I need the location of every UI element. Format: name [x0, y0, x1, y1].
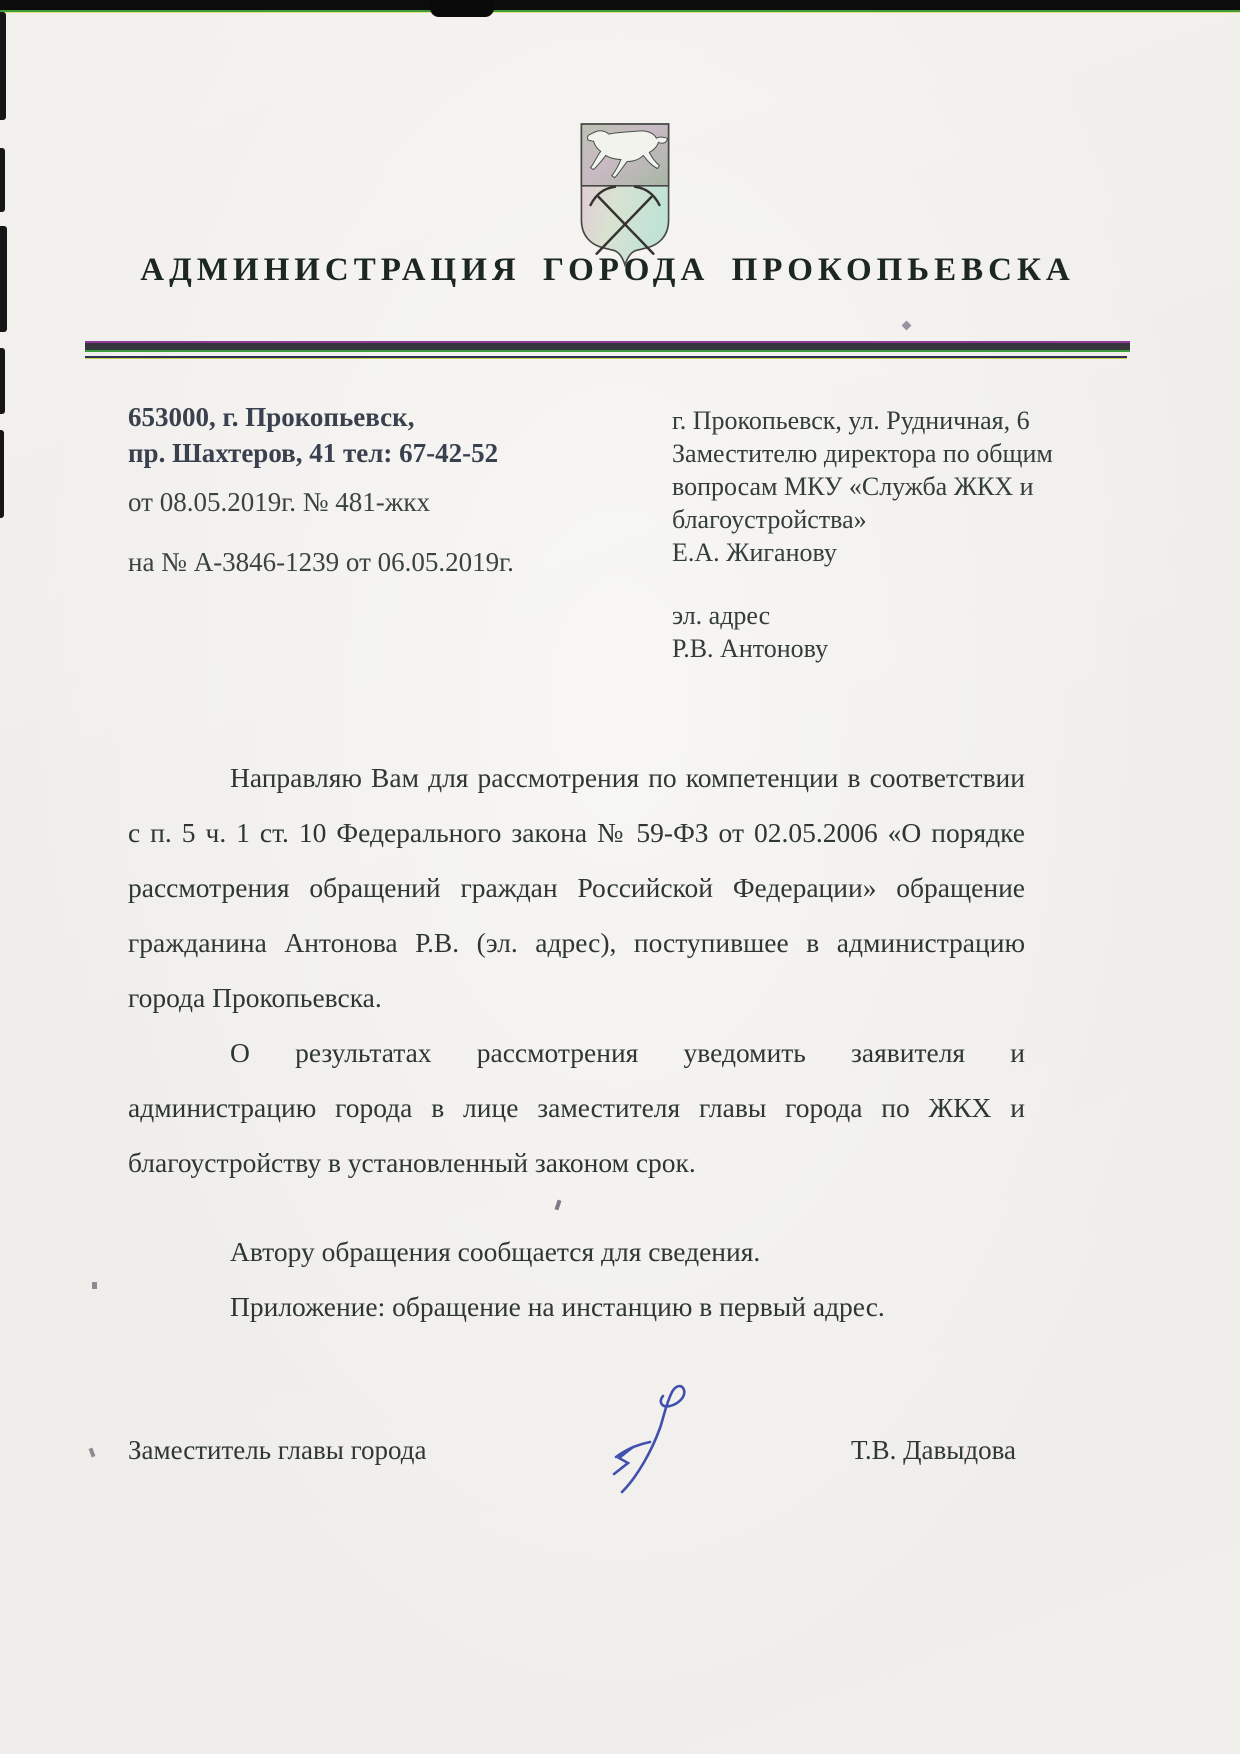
- body-paragraph-1: Направляю Вам для рассмотрения по компетенции в соответствии с п. 5 ч. 1 ст. 10 Федерального закона № 59-ФЗ от 02.05.2006 «О порядке рассмотрения обращений граждан Российской Федерации» обращение гражданина Антонова Р.В. (эл. адрес), поступившее в администрацию города Прокопьевска.: [128, 762, 1025, 1013]
- scan-top-edge-artifact: [0, 0, 1240, 10]
- letter-body: [128, 750, 1025, 1334]
- recipient-title-line: благоустройства»: [672, 505, 867, 534]
- second-addressee-name: Р.В. Антонову: [672, 634, 829, 663]
- scan-speck: [89, 1448, 96, 1458]
- body-note-2: Приложение: обращение на инстанцию в первый адрес.: [230, 1291, 885, 1322]
- scan-top-blob-artifact: [430, 0, 494, 17]
- body-note-1: Автору обращения сообщается для сведения.: [230, 1236, 761, 1267]
- body-paragraph-2: О результатах рассмотрения уведомить заявителя и администрацию города в лице заместителя главы города по ЖКХ и благоустройству в установленный законом срок.: [128, 1037, 1025, 1178]
- recipient-email-note: эл. адрес: [672, 601, 771, 630]
- recipient-name: Е.А. Жиганову: [672, 538, 837, 567]
- incoming-reference: на № А-3846-1239 от 06.05.2019г.: [128, 547, 514, 577]
- signoff-position: Заместитель главы города: [128, 1435, 427, 1465]
- recipient-title-line: Заместителю директора по общим: [672, 439, 1053, 468]
- scan-speck: [92, 1282, 97, 1289]
- letterhead-rule-thin: [85, 356, 1127, 359]
- spacer: [672, 569, 1112, 599]
- recipient-block: [672, 404, 1112, 665]
- sender-block: [128, 399, 598, 577]
- scan-top-edge-yellow-fringe: [0, 12, 1240, 13]
- sender-postal-line-1: 653000, г. Прокопьевск,: [128, 402, 415, 432]
- org-name-title: АДМИНИСТРАЦИЯ ГОРОДА ПРОКОПЬЕВСКА: [140, 252, 1075, 288]
- scan-left-edge-artifact: [0, 348, 5, 414]
- scan-speck: [902, 321, 912, 331]
- outgoing-reference: от 08.05.2019г. № 481-жкх: [128, 487, 430, 517]
- recipient-title-line: вопросам МКУ «Служба ЖКХ и: [672, 472, 1034, 501]
- sender-postal-line-2: пр. Шахтеров, 41 тел: 67-42-52: [128, 438, 499, 468]
- scan-left-edge-artifact: [0, 226, 7, 332]
- signoff-name: Т.В. Давыдова: [851, 1435, 1016, 1465]
- signoff-row: [128, 1435, 1016, 1466]
- scan-left-edge-artifact: [0, 148, 5, 212]
- letterhead-rule-thick: [85, 341, 1130, 352]
- scan-left-edge-artifact: [0, 12, 6, 120]
- recipient-address-line: г. Прокопьевск, ул. Рудничная, 6: [672, 406, 1030, 435]
- scan-left-edge-artifact: [0, 430, 4, 518]
